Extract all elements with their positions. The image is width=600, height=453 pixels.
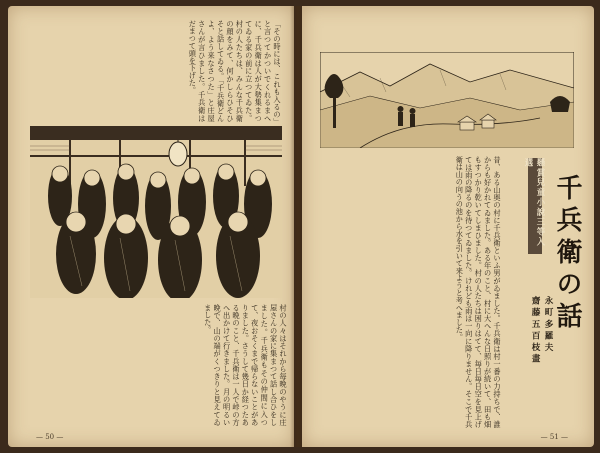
left-page xyxy=(8,6,294,447)
right-page-number: — 51 — xyxy=(540,433,568,441)
story-title: 千兵衛の話 xyxy=(552,174,582,334)
mountain-landscape-illustration xyxy=(320,52,574,148)
contest-banner: 懸賞兒童小說三等入選 xyxy=(528,158,542,254)
left-page-text-top: 「その時には、これも入るの」と言つてかついでくれるまへに、千兵衛は人が大勢集まつてゐる家の前に立つてゐた。村の人たちは、みんな千兵衛の顔をみて、何かしらひそひそと話してゐる。「千兵衛どんよ、よう来なさつた」と庄屋さんが言ひました。千兵衛はだまつて頭を下げた。 xyxy=(188,20,282,122)
left-page-text-bottom: 村の人々はそれから毎晩のやうに庄屋さんの家に集まつて話し合ひをしました。千兵衛もその仲間に入つて、夜おそくまで帰らないことがありました。さうして幾日か経つたある晩のこと、千兵衛は一人で峠の方へ出かけて行きました。月の明るい晩で、山の端がくつきりと見えてゐました。 xyxy=(203,304,288,426)
left-page-number: — 50 — xyxy=(36,433,64,441)
illustrator-name: 齋藤五百枝畫 xyxy=(530,296,540,366)
right-page xyxy=(302,6,594,447)
author-credits xyxy=(514,296,554,424)
gathering-illustration xyxy=(30,126,282,298)
right-page-story-text: 昔、ある山奥の村に千兵衛といふ男がゐました。千兵衛は村一番の力持ちで、誰からも好かれてゐました。ある年のこと、村に大へんな日照りが続いて、田も畑もすつかり乾いてしまひました。村の人たちは困りはてて、毎日毎日空を見上げては雨の降るのを待つてゐました。けれども雨は一向に降りません。そこで千兵衛は山の向うの池から水を引いて来ようと考へました。 xyxy=(455,156,502,428)
title-block xyxy=(514,156,588,426)
author-name: 永町多羅夫 xyxy=(543,296,553,354)
